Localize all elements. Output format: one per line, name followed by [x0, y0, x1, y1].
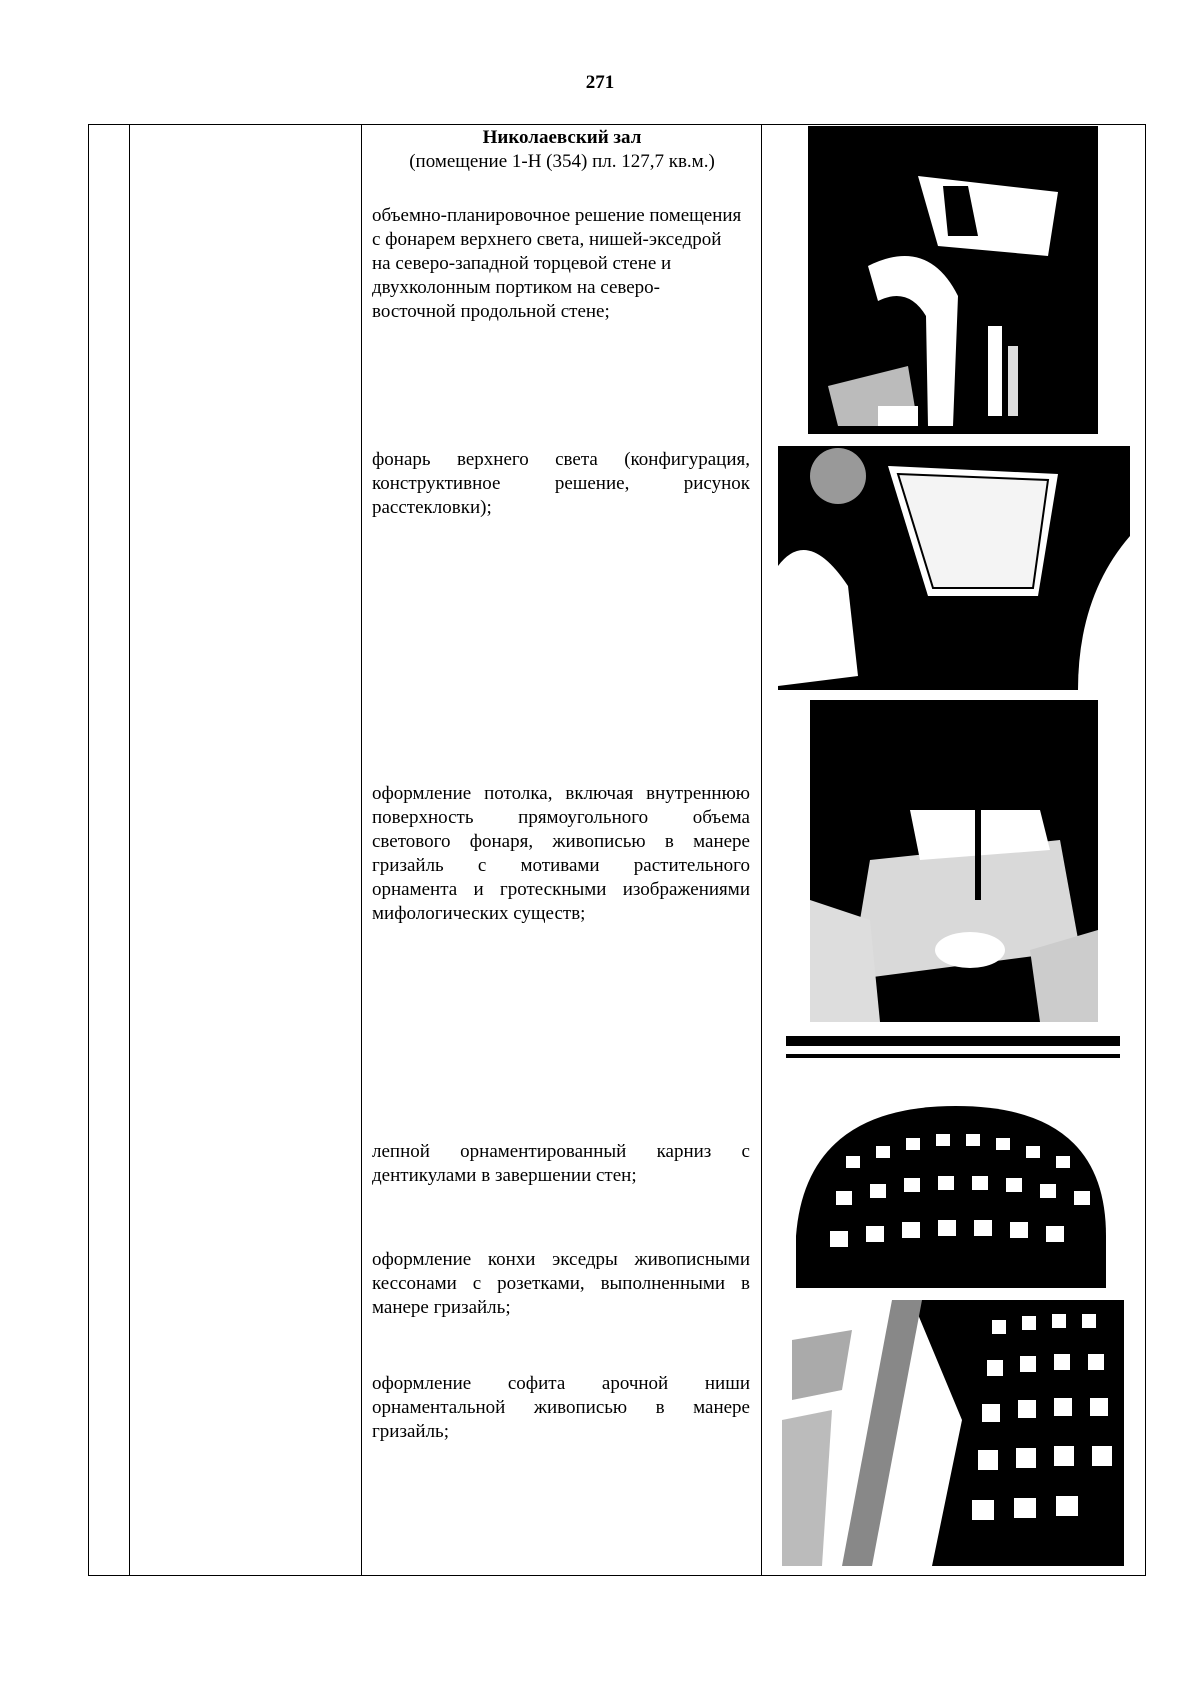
item-arch-soffit: оформление софита арочной ниши орнаментальной живописью в манере гризайль;	[372, 1373, 750, 1442]
column-divider-1	[129, 125, 130, 1575]
page-number: 271	[585, 72, 615, 93]
room-subtitle: (помещение 1-Н (354) пл. 127,7 кв.м.)	[409, 151, 715, 172]
item-cornice: лепной орнаментированный карниз с дентикулами в завершении стен;	[372, 1141, 750, 1186]
item-exedra-conch: оформление конхи экседры живописными кессонами с розетками, выполненными в манере гризайль;	[372, 1249, 750, 1318]
item-space-planning: объемно-планировочное решение помещения с фонарем верхнего света, нишей-экседрой на северо-западной торцевой стене и двухколонным портиком на северо-восточной продольной стене;	[372, 205, 742, 322]
photo-skylight	[778, 446, 1130, 690]
photo-hall-interior	[808, 126, 1098, 434]
photo-arch-soffit	[782, 1300, 1124, 1566]
column-divider-3	[761, 125, 762, 1575]
room-heading	[366, 126, 758, 174]
column-divider-2	[361, 125, 362, 1575]
photo-ceiling-painting	[810, 700, 1098, 1022]
item-ceiling-decoration: оформление потолка, включая внутреннюю поверхность прямоугольного объема светового фонаря, живописью в манере гризайль с мотивами растительного орнамента и гротескными изображениями мифологических существ;	[372, 783, 750, 924]
room-title: Николаевский зал	[482, 127, 642, 148]
item-skylight: фонарь верхнего света (конфигурация, конструктивное решение, рисунок расстекловки);	[372, 449, 750, 518]
photo-exedra-conch	[786, 1036, 1120, 1288]
